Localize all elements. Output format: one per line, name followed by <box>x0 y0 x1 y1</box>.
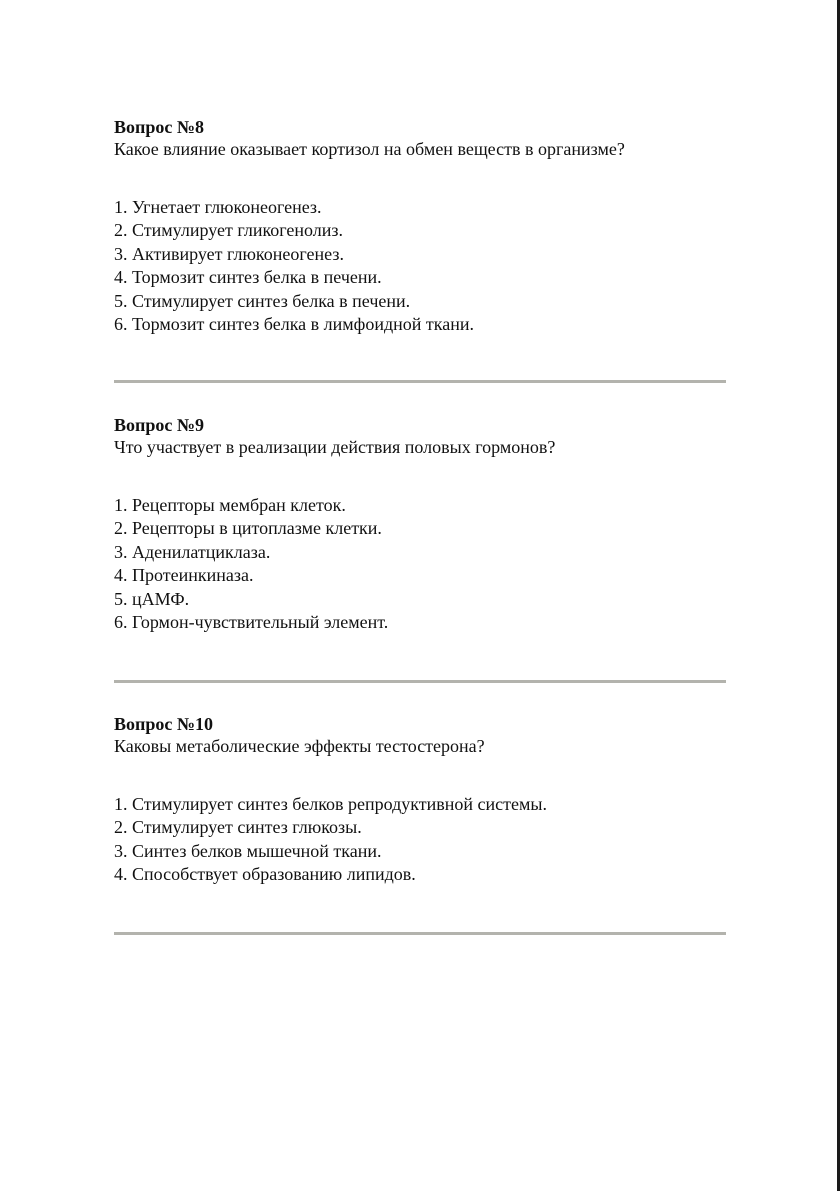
answer-option: 4. Способствует образованию липидов. <box>114 864 416 885</box>
answer-option: 2. Стимулирует синтез глюкозы. <box>114 817 362 838</box>
answer-option: 5. Стимулирует синтез белка в печени. <box>114 290 411 311</box>
question-text: Какое влияние оказывает кортизол на обмен веществ в организме? <box>114 139 625 159</box>
answer-option: 4. Протеинкиназа. <box>114 565 254 586</box>
section-divider <box>114 380 726 383</box>
section-divider <box>114 932 726 935</box>
question-title: Вопрос №9 <box>114 415 204 435</box>
question-8 <box>114 116 726 336</box>
answer-option: 2. Рецепторы в цитоплазме клетки. <box>114 518 382 539</box>
answer-option: 3. Активирует глюконеогенез. <box>114 243 344 264</box>
answer-option: 5. цАМФ. <box>114 588 190 609</box>
answer-option: 2. Стимулирует гликогенолиз. <box>114 220 344 241</box>
answer-option: 4. Тормозит синтез белка в печени. <box>114 267 382 288</box>
answer-option: 3. Синтез белков мышечной ткани. <box>114 840 382 861</box>
answer-option: 6. Гормон-чувствительный элемент. <box>114 612 389 633</box>
answer-option: 1. Стимулирует синтез белков репродуктивной системы. <box>114 794 548 814</box>
question-title: Вопрос №8 <box>114 117 204 137</box>
question-text: Что участвует в реализации действия половых гормонов? <box>114 437 556 457</box>
answer-option: 3. Аденилатциклаза. <box>114 541 271 562</box>
question-title: Вопрос №10 <box>114 714 213 734</box>
answer-option: 6. Тормозит синтез белка в лимфоидной ткани. <box>114 314 474 335</box>
answer-list <box>114 793 726 887</box>
answer-list <box>114 494 726 634</box>
answer-option: 1. Рецепторы мембран клеток. <box>114 495 346 515</box>
answer-option: 1. Угнетает глюконеогенез. <box>114 197 322 217</box>
question-text: Каковы метаболические эффекты тестостерона? <box>114 736 485 756</box>
section-divider <box>114 680 726 683</box>
question-10 <box>114 713 726 887</box>
answer-list <box>114 196 726 336</box>
question-9 <box>114 414 726 634</box>
